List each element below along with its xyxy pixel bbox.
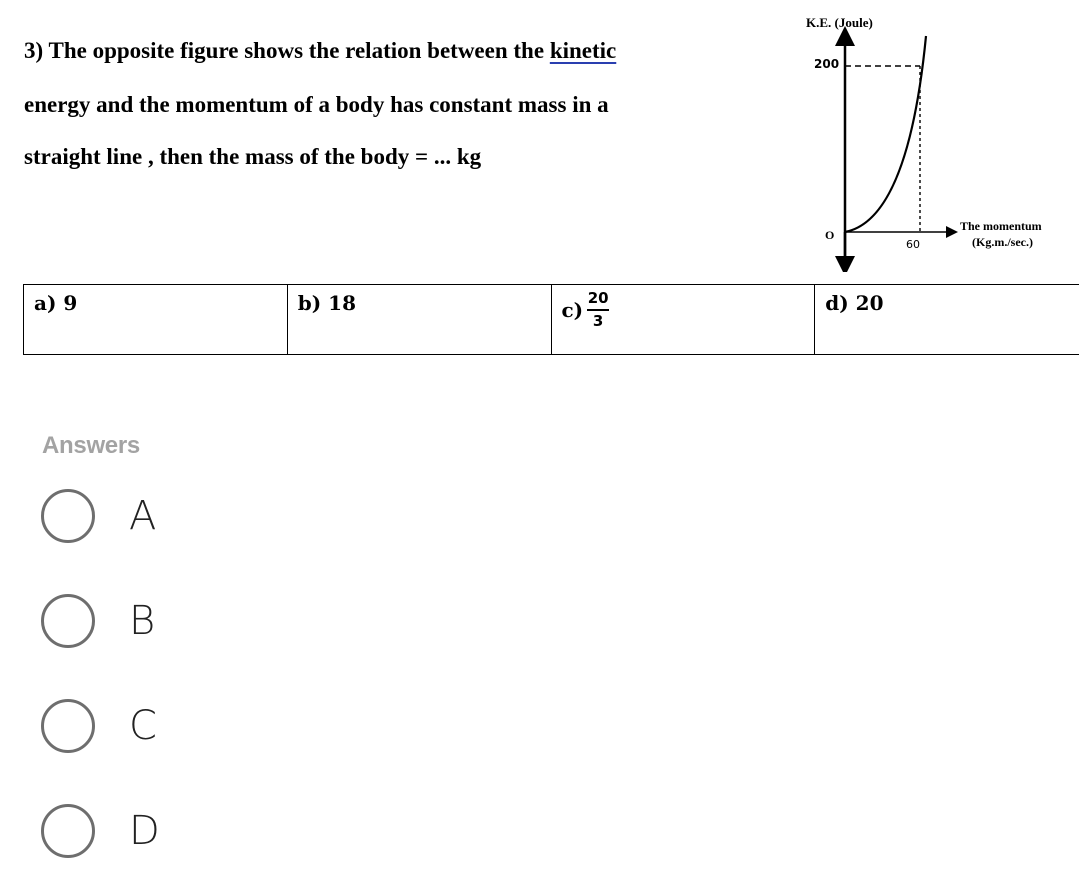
radio-button-icon[interactable] xyxy=(41,699,95,753)
answer-option-label: A xyxy=(129,493,157,539)
fraction-bar xyxy=(587,309,609,311)
answer-option-c[interactable] xyxy=(41,696,157,756)
answer-option-label: D xyxy=(129,808,160,854)
choices-table xyxy=(23,284,1079,355)
answer-option-label: C xyxy=(129,703,157,749)
choice-b: b) 18 xyxy=(288,285,552,354)
radio-button-icon[interactable] xyxy=(41,489,95,543)
spellcheck-word-kinetic: kinetic xyxy=(549,38,617,63)
answers-title: Answers xyxy=(42,432,140,459)
choice-d: d) 20 xyxy=(825,291,884,315)
choice-c xyxy=(552,285,816,354)
question-line-3: straight line , then the mass of the body = ... kg xyxy=(24,144,482,169)
choice-a: a) 9 xyxy=(24,285,288,354)
question-line-1 xyxy=(24,38,616,64)
choice-c-prefix: c) xyxy=(561,297,584,322)
answer-option-label: B xyxy=(129,598,156,644)
question-line-2: energy and the momentum of a body has constant mass in a xyxy=(24,92,609,117)
origin-label: O xyxy=(825,228,835,242)
answer-option-b[interactable] xyxy=(41,591,155,651)
choice-c-fraction xyxy=(587,291,609,329)
question-line-1-text: 3) The opposite figure shows the relation between the xyxy=(24,38,550,63)
ke-momentum-graph xyxy=(800,10,1079,272)
x-axis-label-line-2: (Kg.m./sec.) xyxy=(972,235,1033,249)
choice-c-numerator: 20 xyxy=(587,289,609,307)
choice-c-denominator: 3 xyxy=(592,311,604,330)
radio-button-icon[interactable] xyxy=(41,804,95,858)
y-tick-label: 200 xyxy=(814,57,840,71)
choice-c-expression xyxy=(562,291,610,329)
answer-option-d[interactable] xyxy=(41,801,160,861)
answer-option-a[interactable] xyxy=(41,486,156,546)
radio-button-icon[interactable] xyxy=(41,594,95,648)
y-axis-label: K.E. (Joule) xyxy=(806,15,873,30)
x-axis-label-line-1: The momentum xyxy=(960,219,1042,233)
x-tick-label: 60 xyxy=(906,238,920,251)
